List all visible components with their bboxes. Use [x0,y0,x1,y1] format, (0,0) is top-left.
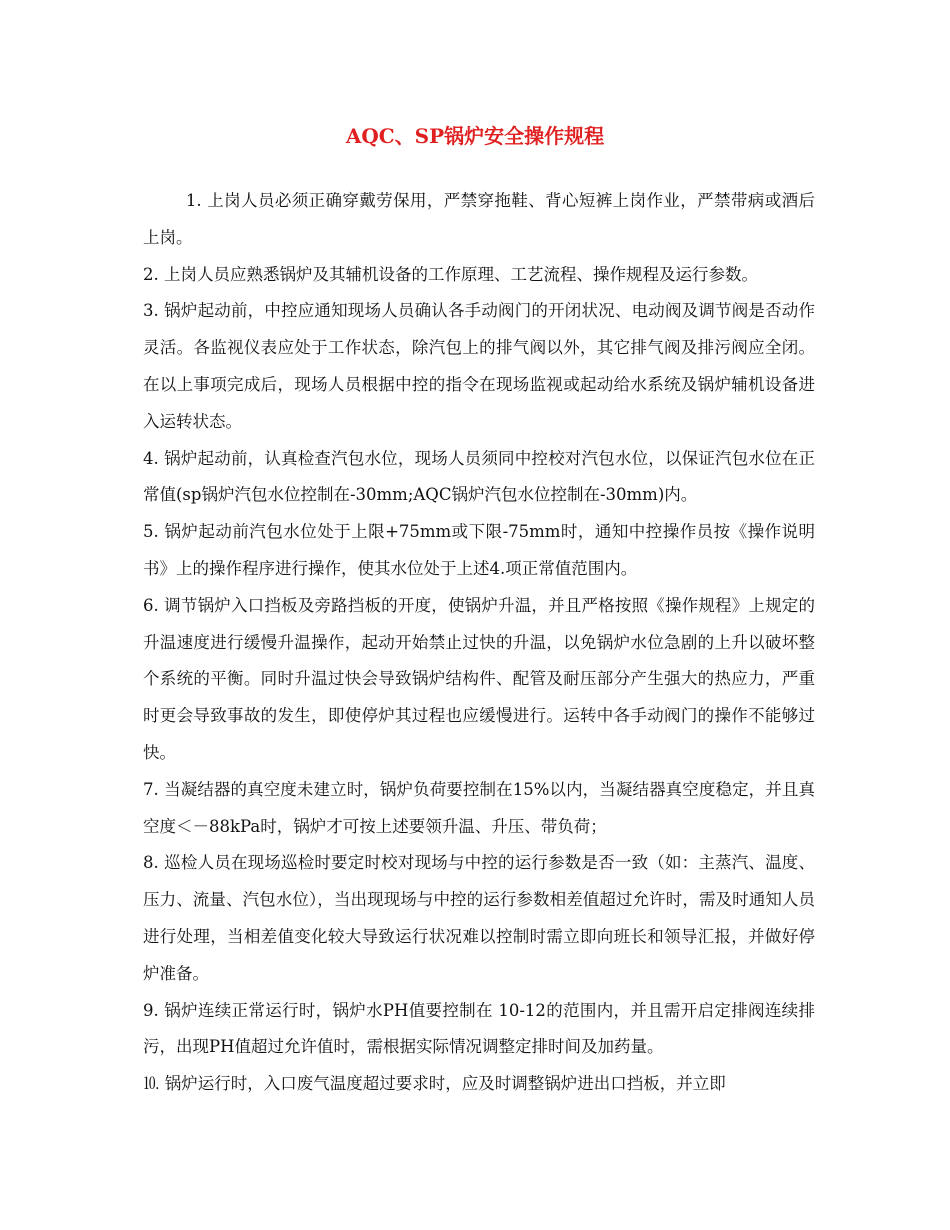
paragraph-7: 7. 当凝结器的真空度未建立时，锅炉负荷要控制在15%以内，当凝结器真空度稳定，并且真空度＜－88kPa时，锅炉才可按上述要领升温、升压、带负荷； [143,779,815,836]
paragraph-9: 9. 锅炉连续正常运行时，锅炉水PH值要控制在 10-12的范围内，并且需开启定排阀连续排污，出现PH值超过允许值时，需根据实际情况调整定排时间及加药量。 [143,1000,815,1057]
paragraph-8: 8. 巡检人员在现场巡检时要定时校对现场与中控的运行参数是否一致（如：主蒸汽、温度、压力、流量、汽包水位），当出现现场与中控的运行参数相差值超过允许时，需及时通知人员进行处理，当相差值变化较大导致运行状况难以控制时需立即向班长和领导汇报，并做好停炉准备。 [143,853,815,983]
document-body [143,183,815,1103]
paragraph-5: 5. 锅炉起动前汽包水位处于上限+75mm或下限-75mm时，通知中控操作员按《操作说明书》上的操作程序进行操作，使其水位处于上述4.项正常值范围内。 [143,522,815,578]
paragraph-6: 6. 调节锅炉入口挡板及旁路挡板的开度，使锅炉升温，并且严格按照《操作规程》上规定的升温速度进行缓慢升温操作，起动开始禁止过快的升温，以免锅炉水位急剧的上升以破坏整个系统的平衡。同时升温过快会导致锅炉结构件、配管及耐压部分产生强大的热应力，严重时更会导致事故的发生，即使停炉其过程也应缓慢进行。运转中各手动阀门的操作不能够过快。 [143,595,815,762]
document-title: AQC、SP锅炉安全操作规程 [345,124,605,148]
paragraph-2: 2. 上岗人员应熟悉锅炉及其辅机设备的工作原理、工艺流程、操作规程及运行参数。 [143,264,758,284]
paragraph-3: 3. 锅炉起动前，中控应通知现场人员确认各手动阀门的开闭状况、电动阀及调节阀是否动作灵活。各监视仪表应处于工作状态，除汽包上的排气阀以外，其它排气阀及排污阀应全闭。在以上事项完成后，现场人员根据中控的指令在现场监视或起动给水系统及锅炉辅机设备进入运转状态。 [143,301,815,431]
paragraph-1: 1. 上岗人员必须正确穿戴劳保用，严禁穿拖鞋、背心短裤上岗作业，严禁带病或酒后上岗。 [143,191,815,247]
paragraph-10: ⒑ 锅炉运行时，入口废气温度超过要求时，应及时调整锅炉进出口挡板，并立即 [143,1074,726,1094]
paragraph-4: 4. 锅炉起动前，认真检查汽包水位，现场人员须同中控校对汽包水位，以保证汽包水位在正常值(sp锅炉汽包水位控制在-30mm;AQC锅炉汽包水位控制在-30mm)内。 [143,448,815,505]
